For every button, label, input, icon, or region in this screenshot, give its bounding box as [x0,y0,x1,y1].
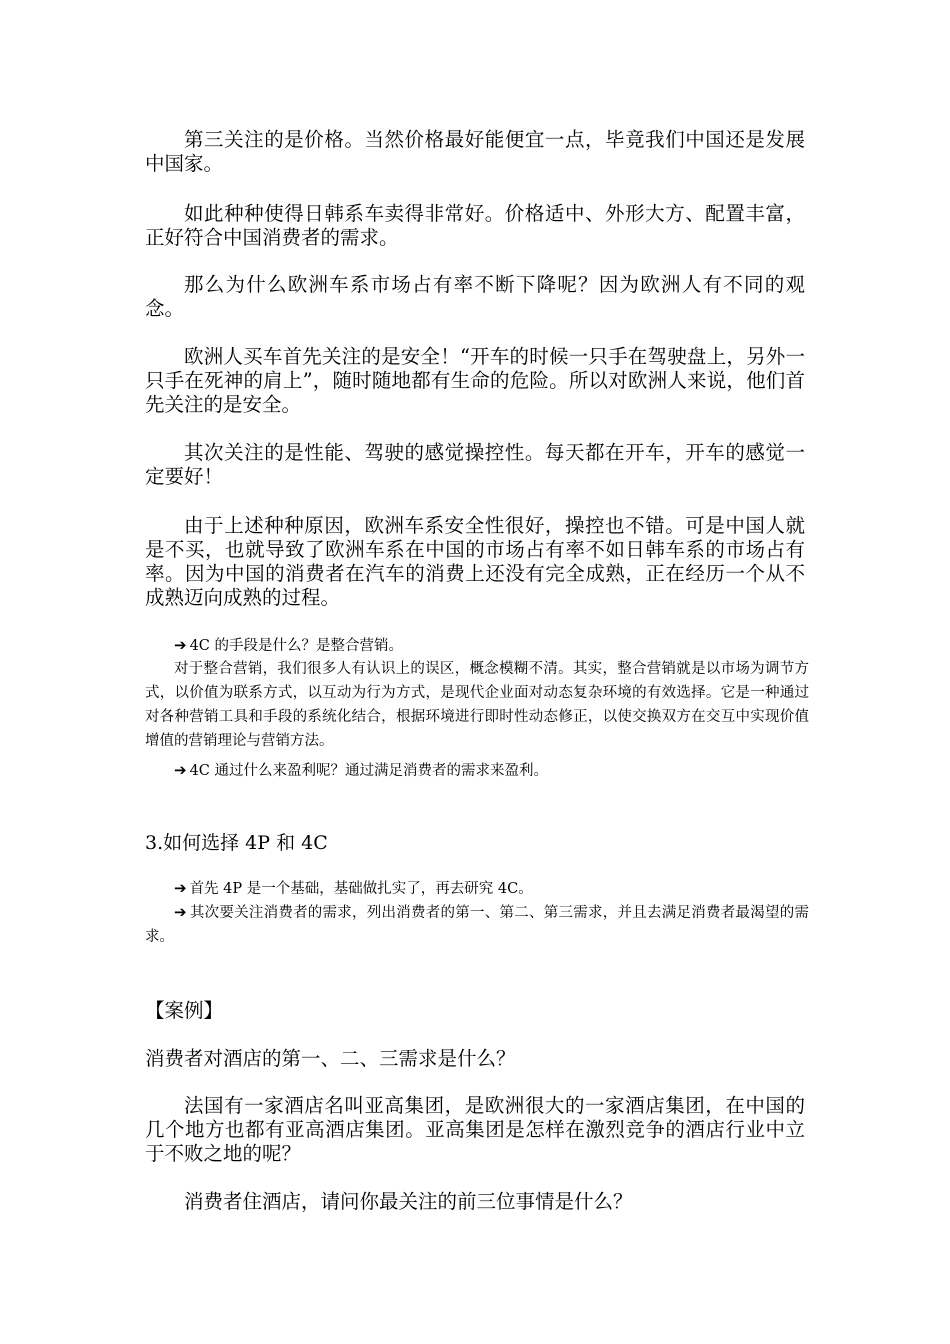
bullet-text: 首先 4P 是一个基础，基础做扎实了，再去研究 4C。 [189,881,533,897]
bullet-text: 4C 通过什么来盈利呢？通过满足消费者的需求来盈利。 [189,763,549,779]
bullet-4c-means [145,633,809,658]
case-label: 【案例】 [145,999,224,1022]
bullet-consumer-needs [145,900,809,949]
arrow-icon: ➔ [174,903,187,921]
case-question: 消费者对酒店的第一、二、三需求是什么？ [145,1047,516,1070]
arrow-icon: ➔ [174,879,187,897]
bullet-text: 4C 的手段是什么？是整合营销。 [189,638,404,654]
paragraph-eu-performance: 其次关注的是性能、驾驶的感觉操控性。每天都在开车，开车的感觉一定要好！ [145,441,805,488]
paragraph-hotel-question: 消费者住酒店，请问你最关注的前三位事情是什么？ [184,1190,633,1213]
section-heading: 3.如何选择 4P 和 4C [145,832,328,854]
paragraph-price: 第三关注的是价格。当然价格最好能便宜一点，毕竟我们中国还是发展中国家。 [145,128,805,175]
paragraph-hotel-group: 法国有一家酒店名叫亚高集团，是欧洲很大的一家酒店集团，在中国的几个地方也都有亚高酒店集团。亚高集团是怎样在激烈竞争的酒店行业中立于不败之地的呢？ [145,1094,805,1165]
paragraph-integrated-marketing: 对于整合营销，我们很多人有认识上的误区，概念模糊不清。其实，整合营销就是以市场为调节方式，以价值为联系方式，以互动为行为方式，是现代企业面对动态复杂环境的有效选择。它是一种通过对各种营销工具和手段的系统化结合，根据环境进行即时性动态修正，以使交换双方在交互中实现价值增值的营销理论与营销方法。 [145,661,809,749]
bullet-4c-profit [145,758,809,783]
bullet-4p-basis [145,876,809,901]
bullet-text: 其次要关注消费者的需求，列出消费者的第一、第二、第三需求，并且去满足消费者最渴望的需求。 [145,905,809,945]
arrow-icon: ➔ [174,636,187,654]
arrow-icon: ➔ [174,761,187,779]
paragraph-jk-cars: 如此种种使得日韩系车卖得非常好。价格适中、外形大方、配置丰富，正好符合中国消费者的需求。 [145,202,805,249]
paragraph-eu-safety: 欧洲人买车首先关注的是安全！“开车的时候一只手在驾驶盘上，另外一只手在死神的肩上”，随时随地都有生命的危险。所以对欧洲人来说，他们首先关注的是安全。 [145,345,805,416]
paragraph-eu-summary: 由于上述种种原因，欧洲车系安全性很好，操控也不错。可是中国人就是不买，也就导致了欧洲车系在中国的市场占有率不如日韩车系的市场占有率。因为中国的消费者在汽车的消费上还没有完全成熟，正在经历一个从不成熟迈向成熟的过程。 [145,514,805,609]
paragraph-eu-decline: 那么为什么欧洲车系市场占有率不断下降呢？因为欧洲人有不同的观念。 [145,273,805,320]
